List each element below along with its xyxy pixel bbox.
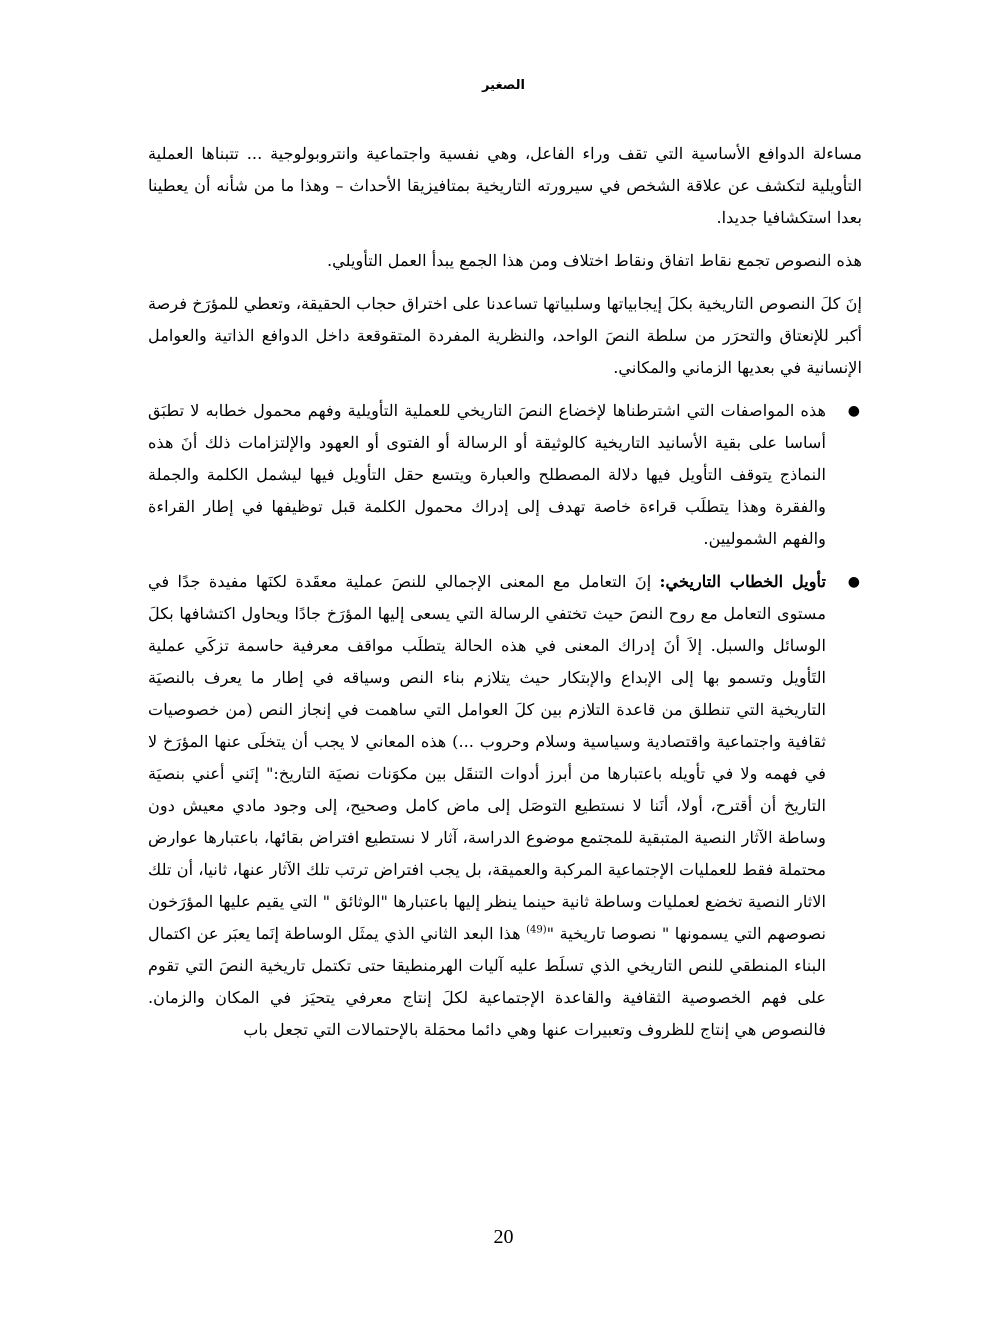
bullet-item-1-text: هذه المواصفات التي اشترطناها لإخضاع النصَ التاريخي للعملية التأويلية وفهم محمول خطابه لا تطبَق أساسا على بقية الأسانيد التاريخية كالوثيقة أو الرسالة أو الفتوى أو العهود والإلتزامات ذلك أنَ هذه النماذج يتوقف التأويل فيها دلالة المصطلح والعبارة ويتسع حقل التأويل فيها ليشمل الكلمة والجملة والفقرة وهذا يتطلَب قراءة خاصة تهدف إلى إدراك محمول الكلمة قبل توظيفها في إطار القراءة والفهم الشموليين.	[148, 401, 826, 548]
running-header: الصغير	[482, 78, 525, 93]
bullet-icon: ●	[847, 574, 860, 590]
bullet-item-1	[148, 395, 862, 555]
paragraph-1: مساءلة الدوافع الأساسية التي تقف وراء الفاعل، وهي نفسية واجتماعية وانتروبولوجية ... تتبناها العملية التأويلية لتكشف عن علاقة الشخص في سيرورته التاريخية بمتافيزيقا الأحداث – وهذا ما من شأنه أن يعطينا بعدا استكشافيا جديدا.	[148, 144, 862, 227]
bullet-item-2-text-continued: هذا البعد الثاني الذي يمثَل الوساطة إنَما يعبَر عن اكتمال البناء المنطقي للنص التاريخي الذي تسلَط عليه آليات الهرمنطيقا حتى تكتمل تاريخية النصَ التي تقوم على فهم الخصوصية الثقافية والقاعدة الإجتماعية لكلَ إنتاج معرفي يتحيَز في المكان والزمان. فالنصوص هي إنتاج للظروف وتعبيرات عنها وهي دائما محمَلة بالإحتمالات التي تجعل باب	[148, 924, 826, 1039]
paragraph-2: هذه النصوص تجمع نقاط اتفاق ونقاط اختلاف ومن هذا الجمع يبدأ العمل التأويلي.	[327, 251, 862, 270]
bullet-list	[148, 395, 862, 1046]
footnote-reference: (49)	[526, 924, 547, 936]
paragraph-3: إنَ كلَ النصوص التاريخية بكلَ إيجابياتها وسلبياتها تساعدنا على اختراق حجاب الحقيقة، وتعطي للمؤرَخ فرصة أكبر للإنعتاق والتحرَر من سلطة النصَ الواحد، والنظرية المفردة المتقوقعة داخل الدوافع الذاتية والعوامل الإنسانية في بعديها الزماني والمكاني.	[148, 294, 862, 377]
section-term: تأويل الخطاب التاريخي:	[659, 572, 826, 591]
page-number: 20	[493, 1226, 514, 1248]
bullet-item-2-text: إنَ التعامل مع المعنى الإجمالي للنصَ عملية معقَدة لكنَها مفيدة جدًا في مستوى التعامل مع روح النصَ حيث تختفي الرسالة التي يسعى إليها المؤرَخ جادًا ويحاول اكتشافها بكلَ الوسائل والسبل. إلاَ أنَ إدراك المعنى في هذه الحالة يتطلَب مواقف معرفية حاسمة تزكَي عملية التَأويل وتسمو بها إلى الإبداع والإبتكار حيث يتلازم بناء النص وسياقه في إطار ما يعرف بالنصيَة التاريخية التي تنطلق من قاعدة التلازم بين كلَ العوامل التي ساهمت في إنجاز النص (من خصوصيات ثقافية واجتماعية واقتصادية وسياسية وسلام وحروب ...) هذه المعاني لا يجب أن يتخلَى عنها المؤرَخ لا في فهمه ولا في تأويله باعتبارها من أبرز أدوات التنقَل بين مكوَنات نصيَة التاريخ:" إنَني أعني بنصيَة التاريخ أن أقترح، أولا، أنَنا لا نستطيع التوصَل إلى ماض كامل وصحيح، إلى وجود مادي معيش دون وساطة الآثار النصية المتبقية للمجتمع موضوع الدراسة، آثار لا نستطيع افتراض بقائها، باعتبارها عوارض محتملة فقط للعمليات الإجتماعية المركبة والعميقة، بل يجب افتراض ترتب تلك الآثار عنها، ثانيا، أن تلك الاثار النصية تخضع لعمليات وساطة ثانية حينما ينظر إليها باعتبارها "الوثائق " التي يقيم عليها المؤرَخون نصوصهم التي يسمونها " نصوصا تاريخية "	[148, 572, 826, 943]
page-body	[148, 138, 862, 1057]
bullet-item-2	[148, 566, 862, 1046]
bullet-icon: ●	[847, 403, 860, 419]
